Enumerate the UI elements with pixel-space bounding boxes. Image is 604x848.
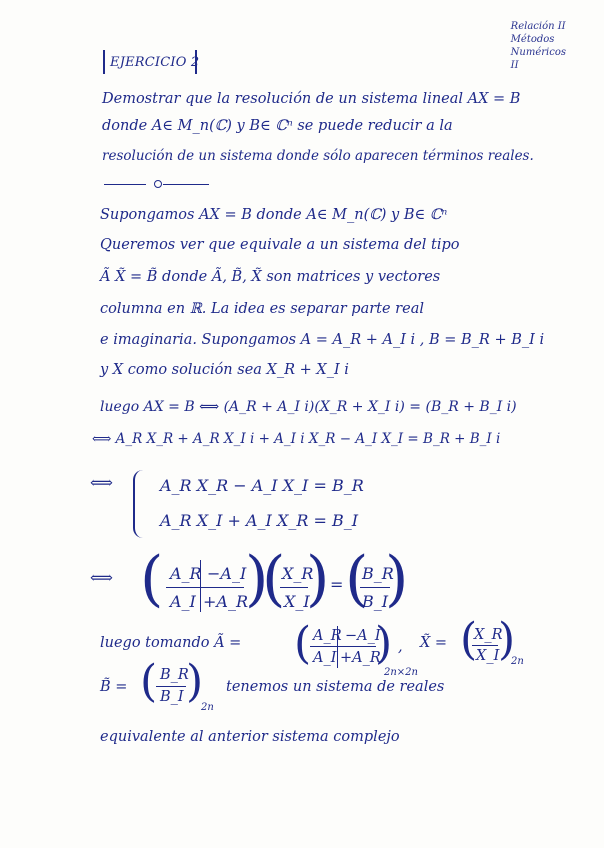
statement-line-2: donde A∈ M_n(ℂ) y B∈ ℂⁿ se puede reducir a la [102, 118, 453, 134]
solution-line-8: ⟺ A_R X_R + A_R X_I i + A_I i X_R − A_I X_I = B_R + B_I i [92, 431, 501, 447]
bt-label: B̃ = [100, 679, 128, 695]
matrix-vline [200, 560, 201, 612]
t22: +A_R [340, 650, 381, 666]
t21: A_I [313, 650, 337, 666]
xt-size: 2n [511, 656, 524, 667]
xt-label: X̃ = [420, 635, 448, 651]
xt1: X_R [474, 627, 503, 643]
xt-hline [472, 645, 498, 646]
xt-right-paren: ) [498, 614, 516, 665]
m21: A_I [170, 592, 196, 611]
b1: B_R [362, 564, 394, 583]
header-note: Relación II Métodos Numéricos II [510, 21, 566, 71]
solution-line-2: Queremos ver que equivale a un sistema del tipo [100, 237, 460, 253]
matrix-hline [166, 587, 244, 588]
matrix-right-paren: ) [245, 544, 269, 614]
b-left-paren: ( [345, 544, 369, 614]
m12: −A_I [207, 564, 247, 583]
matrix-iff: ⟺ [90, 568, 113, 587]
t12: −A_I [345, 628, 381, 644]
at-left-paren: ( [294, 618, 312, 669]
solution-line-7: luego AX = B ⟺ (A_R + A_I i)(X_R + X_I i) = (B_R + B_I i) [100, 399, 517, 415]
system-brace [133, 470, 153, 538]
at-vline [337, 626, 338, 668]
statement-line-1: Demostrar que la resolución de un sistema lineal AX = B [102, 91, 521, 107]
exercise-title: EJERCICIO 2 [110, 55, 200, 70]
bt-size: 2n [201, 702, 214, 713]
system-eq-2: A_R X_I + A_I X_R = B_I [160, 511, 359, 530]
system-eq-1: A_R X_R − A_I X_I = B_R [160, 476, 364, 495]
system-iff: ⟺ [90, 473, 113, 492]
bt2: B_I [160, 689, 184, 705]
t11: A_R [313, 628, 342, 644]
solution-line-3: Ã X̃ = B̃ donde Ã, B̃, X̃ son matrices y vectores [100, 269, 441, 285]
final-line: equivalente al anterior sistema complejo [100, 729, 400, 745]
bt-right-paren: ) [186, 656, 204, 707]
at-hline [310, 646, 376, 647]
xt-left-paren: ( [460, 614, 478, 665]
b2: B_I [362, 592, 389, 611]
taking-label: luego tomando Ã = [100, 635, 242, 651]
x2: X_I [284, 592, 310, 611]
x-left-paren: ( [262, 544, 286, 614]
at-right-paren: ) [375, 618, 393, 669]
m22: +A_R [203, 592, 249, 611]
bt-left-paren: ( [140, 656, 158, 707]
solution-line-6: y X como solución sea X_R + X_I i [100, 362, 349, 378]
solution-line-1: Supongamos AX = B donde A∈ M_n(ℂ) y B∈ ℂⁿ [100, 207, 448, 223]
bt-hline [156, 686, 186, 687]
solution-line-4: columna en ℝ. La idea es separar parte real [100, 301, 424, 317]
m11: A_R [170, 564, 202, 583]
x-right-paren: ) [306, 544, 330, 614]
tenemos-line: tenemos un sistema de reales [226, 679, 445, 695]
separator [104, 184, 209, 186]
bt1: B_R [160, 667, 189, 683]
statement-line-3: resolución de un sistema donde sólo aparecen términos reales. [102, 148, 534, 164]
solution-line-5: e imaginaria. Supongamos A = A_R + A_I i , B = B_R + B_I i [100, 332, 545, 348]
separator-dot [154, 180, 162, 188]
x1: X_R [282, 564, 314, 583]
at-size: 2n×2n [384, 667, 418, 678]
b-right-paren: ) [385, 544, 409, 614]
xt2: X_I [476, 648, 500, 664]
matrix-left-paren: ( [140, 544, 164, 614]
comma: , [398, 639, 403, 655]
x-hline [280, 587, 308, 588]
equals: = [330, 575, 344, 594]
